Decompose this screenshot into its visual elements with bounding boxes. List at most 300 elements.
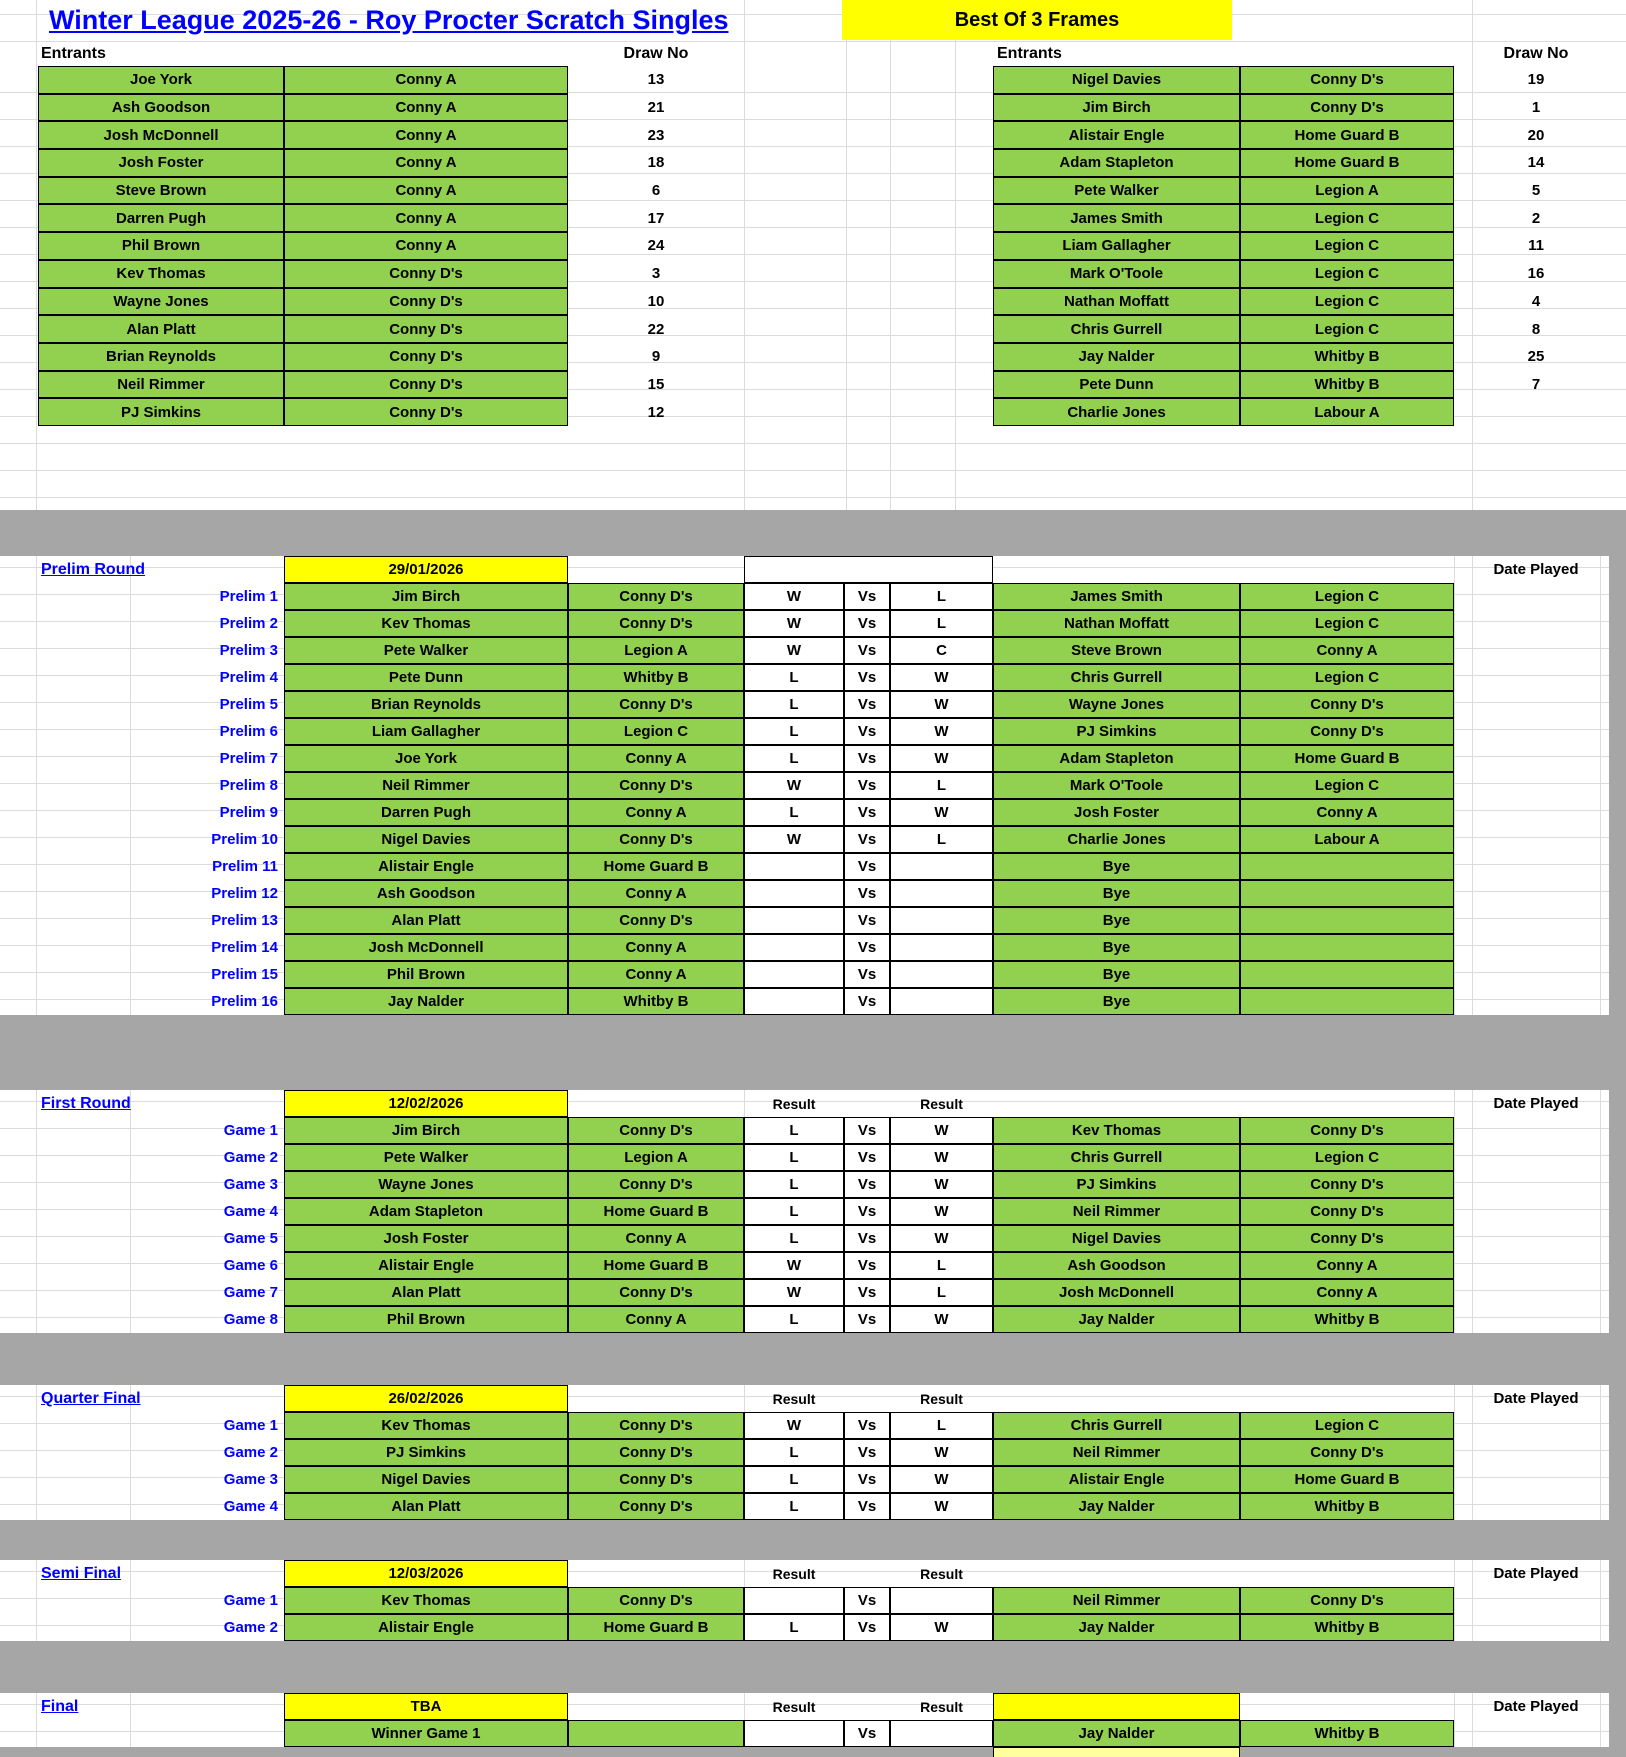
- vs-cell[interactable]: Vs: [844, 1306, 890, 1333]
- player1-name-cell[interactable]: Nigel Davies: [284, 1466, 568, 1493]
- player2-name-cell[interactable]: Bye: [993, 961, 1240, 988]
- entrant-team-cell[interactable]: Conny D's: [284, 398, 568, 426]
- result1-cell[interactable]: W: [744, 772, 844, 799]
- entrant-team-cell[interactable]: Conny D's: [284, 260, 568, 288]
- player1-name-cell[interactable]: Alistair Engle: [284, 853, 568, 880]
- result1-cell[interactable]: L: [744, 1117, 844, 1144]
- vs-cell[interactable]: Vs: [844, 610, 890, 637]
- entrant-name-cell[interactable]: Alan Platt: [38, 315, 284, 343]
- result2-cell[interactable]: [890, 1587, 993, 1614]
- player1-team-cell[interactable]: Conny A: [568, 1306, 744, 1333]
- player2-name-cell[interactable]: Nigel Davies: [993, 1225, 1240, 1252]
- draw-no-cell[interactable]: 18: [647, 154, 665, 172]
- player2-team-cell[interactable]: Home Guard B: [1240, 745, 1454, 772]
- player2-name-cell[interactable]: James Smith: [993, 583, 1240, 610]
- player1-name-cell[interactable]: Jay Nalder: [284, 988, 568, 1015]
- player1-name-cell[interactable]: Wayne Jones: [284, 1171, 568, 1198]
- player1-name-cell[interactable]: Alistair Engle: [284, 1252, 568, 1279]
- result1-cell[interactable]: W: [744, 637, 844, 664]
- result2-cell[interactable]: W: [890, 1117, 993, 1144]
- section-link[interactable]: Final: [41, 1697, 79, 1715]
- entrant-name-cell[interactable]: Joe York: [38, 66, 284, 94]
- player1-team-cell[interactable]: [568, 1720, 744, 1747]
- player1-team-cell[interactable]: Conny D's: [568, 691, 744, 718]
- vs-cell[interactable]: Vs: [844, 1279, 890, 1306]
- result1-cell[interactable]: [744, 934, 844, 961]
- draw-no-cell[interactable]: 11: [1528, 237, 1544, 255]
- player2-team-cell[interactable]: Conny A: [1240, 637, 1454, 664]
- result1-cell[interactable]: [744, 853, 844, 880]
- player2-team-cell[interactable]: Conny A: [1240, 1279, 1454, 1306]
- draw-no-cell[interactable]: 25: [1527, 348, 1545, 366]
- entrant-team-cell[interactable]: Whitby B: [1240, 371, 1454, 399]
- player2-name-cell[interactable]: Mark O'Toole: [993, 772, 1240, 799]
- player2-name-cell[interactable]: Charlie Jones: [993, 826, 1240, 853]
- result1-cell[interactable]: L: [744, 1198, 844, 1225]
- player1-team-cell[interactable]: Conny D's: [568, 1493, 744, 1520]
- entrant-name-cell[interactable]: Mark O'Toole: [993, 260, 1240, 288]
- entrant-team-cell[interactable]: Whitby B: [1240, 343, 1454, 371]
- player1-name-cell[interactable]: Kev Thomas: [284, 1412, 568, 1439]
- player2-team-cell[interactable]: Whitby B: [1240, 1306, 1454, 1333]
- vs-cell[interactable]: Vs: [844, 691, 890, 718]
- entrant-name-cell[interactable]: PJ Simkins: [38, 398, 284, 426]
- player1-team-cell[interactable]: Conny A: [568, 961, 744, 988]
- player2-name-cell[interactable]: Steve Brown: [993, 637, 1240, 664]
- entrant-name-cell[interactable]: Alistair Engle: [993, 121, 1240, 149]
- player1-team-cell[interactable]: Home Guard B: [568, 1614, 744, 1641]
- result1-cell[interactable]: L: [744, 718, 844, 745]
- entrant-name-cell[interactable]: Pete Dunn: [993, 371, 1240, 399]
- result1-cell[interactable]: L: [744, 1306, 844, 1333]
- entrant-name-cell[interactable]: Kev Thomas: [38, 260, 284, 288]
- player1-team-cell[interactable]: Conny A: [568, 1225, 744, 1252]
- result1-cell[interactable]: W: [744, 1412, 844, 1439]
- player1-name-cell[interactable]: Winner Game 1: [284, 1720, 568, 1747]
- entrant-team-cell[interactable]: Legion C: [1240, 315, 1454, 343]
- player2-name-cell[interactable]: Neil Rimmer: [993, 1439, 1240, 1466]
- entrant-team-cell[interactable]: Legion C: [1240, 288, 1454, 316]
- player1-name-cell[interactable]: Phil Brown: [284, 1306, 568, 1333]
- entrant-team-cell[interactable]: Conny D's: [284, 288, 568, 316]
- player2-team-cell[interactable]: Legion C: [1240, 1144, 1454, 1171]
- vs-cell[interactable]: Vs: [844, 745, 890, 772]
- result2-cell[interactable]: [890, 961, 993, 988]
- player1-team-cell[interactable]: Legion C: [568, 718, 744, 745]
- vs-cell[interactable]: Vs: [844, 1466, 890, 1493]
- player1-name-cell[interactable]: Darren Pugh: [284, 799, 568, 826]
- player2-name-cell[interactable]: Jay Nalder: [993, 1614, 1240, 1641]
- player2-team-cell[interactable]: Labour A: [1240, 826, 1454, 853]
- draw-no-cell[interactable]: 14: [1527, 154, 1545, 172]
- entrant-name-cell[interactable]: Phil Brown: [38, 232, 284, 260]
- result1-cell[interactable]: W: [744, 826, 844, 853]
- result2-cell[interactable]: [890, 1720, 993, 1747]
- entrant-team-cell[interactable]: Conny A: [284, 232, 568, 260]
- player2-name-cell[interactable]: Bye: [993, 907, 1240, 934]
- player1-team-cell[interactable]: Conny A: [568, 934, 744, 961]
- player1-team-cell[interactable]: Conny A: [568, 745, 744, 772]
- player2-team-cell[interactable]: Conny D's: [1240, 1225, 1454, 1252]
- vs-cell[interactable]: Vs: [844, 1720, 890, 1747]
- section-date-cell[interactable]: 29/01/2026: [284, 556, 568, 583]
- draw-no-cell[interactable]: 15: [647, 375, 665, 393]
- result1-cell[interactable]: [744, 1587, 844, 1614]
- entrant-name-cell[interactable]: Charlie Jones: [993, 398, 1240, 426]
- draw-no-cell[interactable]: 2: [1531, 209, 1541, 227]
- entrant-name-cell[interactable]: Chris Gurrell: [993, 315, 1240, 343]
- player1-team-cell[interactable]: Home Guard B: [568, 1198, 744, 1225]
- player2-team-cell[interactable]: [1240, 961, 1454, 988]
- player1-name-cell[interactable]: Adam Stapleton: [284, 1198, 568, 1225]
- player2-team-cell[interactable]: Home Guard B: [1240, 1466, 1454, 1493]
- player2-team-cell[interactable]: Whitby B: [1240, 1614, 1454, 1641]
- entrant-name-cell[interactable]: Brian Reynolds: [38, 343, 284, 371]
- player2-name-cell[interactable]: Jay Nalder: [993, 1306, 1240, 1333]
- vs-cell[interactable]: Vs: [844, 1171, 890, 1198]
- section-date-cell[interactable]: 12/03/2026: [284, 1560, 568, 1587]
- result2-cell[interactable]: L: [890, 826, 993, 853]
- vs-cell[interactable]: Vs: [844, 1439, 890, 1466]
- draw-no-cell[interactable]: 24: [647, 237, 665, 255]
- result2-cell[interactable]: L: [890, 1412, 993, 1439]
- result1-cell[interactable]: L: [744, 1439, 844, 1466]
- vs-cell[interactable]: Vs: [844, 664, 890, 691]
- player1-team-cell[interactable]: Legion A: [568, 1144, 744, 1171]
- entrant-team-cell[interactable]: Conny A: [284, 204, 568, 232]
- player1-name-cell[interactable]: Alan Platt: [284, 1279, 568, 1306]
- result2-cell[interactable]: W: [890, 1306, 993, 1333]
- player1-name-cell[interactable]: Alistair Engle: [284, 1614, 568, 1641]
- result2-cell[interactable]: W: [890, 1144, 993, 1171]
- player2-name-cell[interactable]: Ash Goodson: [993, 1252, 1240, 1279]
- player1-team-cell[interactable]: Conny D's: [568, 772, 744, 799]
- draw-no-cell[interactable]: 23: [647, 126, 665, 144]
- draw-no-cell[interactable]: [1472, 398, 1600, 426]
- section-date-cell[interactable]: TBA: [284, 1693, 568, 1720]
- vs-cell[interactable]: Vs: [844, 1252, 890, 1279]
- result2-cell[interactable]: W: [890, 1198, 993, 1225]
- player1-name-cell[interactable]: Alan Platt: [284, 1493, 568, 1520]
- player1-team-cell[interactable]: Conny D's: [568, 826, 744, 853]
- player2-team-cell[interactable]: [1240, 988, 1454, 1015]
- draw-no-cell[interactable]: 13: [647, 71, 665, 89]
- player2-name-cell[interactable]: Chris Gurrell: [993, 1412, 1240, 1439]
- entrant-team-cell[interactable]: Conny A: [284, 94, 568, 122]
- vs-cell[interactable]: Vs: [844, 1144, 890, 1171]
- result1-cell[interactable]: [744, 880, 844, 907]
- draw-no-cell[interactable]: 10: [647, 292, 665, 310]
- player1-name-cell[interactable]: Jim Birch: [284, 583, 568, 610]
- entrant-name-cell[interactable]: Darren Pugh: [38, 204, 284, 232]
- result1-cell[interactable]: W: [744, 583, 844, 610]
- player2-name-cell[interactable]: Kev Thomas: [993, 1117, 1240, 1144]
- player1-team-cell[interactable]: Conny D's: [568, 610, 744, 637]
- entrant-name-cell[interactable]: Neil Rimmer: [38, 371, 284, 399]
- result1-cell[interactable]: [744, 1720, 844, 1747]
- player2-team-cell[interactable]: Conny A: [1240, 799, 1454, 826]
- player1-team-cell[interactable]: Conny D's: [568, 1466, 744, 1493]
- result2-cell[interactable]: [890, 907, 993, 934]
- section-link[interactable]: Quarter Final: [41, 1389, 141, 1407]
- entrant-name-cell[interactable]: Wayne Jones: [38, 288, 284, 316]
- result1-cell[interactable]: [744, 961, 844, 988]
- vs-cell[interactable]: Vs: [844, 718, 890, 745]
- section-link[interactable]: First Round: [41, 1094, 131, 1112]
- player2-team-cell[interactable]: [1240, 880, 1454, 907]
- player2-team-cell[interactable]: Conny A: [1240, 1252, 1454, 1279]
- entrant-name-cell[interactable]: Josh McDonnell: [38, 121, 284, 149]
- draw-no-cell[interactable]: 5: [1531, 182, 1541, 200]
- player2-name-cell[interactable]: Chris Gurrell: [993, 1144, 1240, 1171]
- player1-team-cell[interactable]: Conny D's: [568, 1439, 744, 1466]
- vs-cell[interactable]: Vs: [844, 1614, 890, 1641]
- entrant-team-cell[interactable]: Legion C: [1240, 260, 1454, 288]
- result1-cell[interactable]: L: [744, 1614, 844, 1641]
- result2-cell[interactable]: [890, 880, 993, 907]
- vs-cell[interactable]: Vs: [844, 961, 890, 988]
- player2-team-cell[interactable]: [1240, 853, 1454, 880]
- player2-team-cell[interactable]: Whitby B: [1240, 1493, 1454, 1520]
- player1-team-cell[interactable]: Conny D's: [568, 907, 744, 934]
- result1-cell[interactable]: L: [744, 745, 844, 772]
- player1-name-cell[interactable]: Pete Dunn: [284, 664, 568, 691]
- entrant-team-cell[interactable]: Conny D's: [284, 343, 568, 371]
- player2-name-cell[interactable]: PJ Simkins: [993, 718, 1240, 745]
- player1-name-cell[interactable]: Alan Platt: [284, 907, 568, 934]
- result2-cell[interactable]: W: [890, 1493, 993, 1520]
- player1-team-cell[interactable]: Home Guard B: [568, 853, 744, 880]
- vs-cell[interactable]: Vs: [844, 1587, 890, 1614]
- vs-cell[interactable]: Vs: [844, 934, 890, 961]
- player2-name-cell[interactable]: Josh McDonnell: [993, 1279, 1240, 1306]
- player1-team-cell[interactable]: Home Guard B: [568, 1252, 744, 1279]
- vs-cell[interactable]: Vs: [844, 880, 890, 907]
- player2-name-cell[interactable]: Bye: [993, 853, 1240, 880]
- player2-name-cell[interactable]: Alistair Engle: [993, 1466, 1240, 1493]
- entrant-name-cell[interactable]: Nigel Davies: [993, 66, 1240, 94]
- entrant-name-cell[interactable]: Liam Gallagher: [993, 232, 1240, 260]
- vs-cell[interactable]: Vs: [844, 826, 890, 853]
- vs-cell[interactable]: Vs: [844, 772, 890, 799]
- section-link[interactable]: Prelim Round: [41, 560, 146, 578]
- result2-cell[interactable]: W: [890, 691, 993, 718]
- entrant-name-cell[interactable]: Steve Brown: [38, 177, 284, 205]
- player1-name-cell[interactable]: Kev Thomas: [284, 1587, 568, 1614]
- entrant-name-cell[interactable]: Jim Birch: [993, 94, 1240, 122]
- player1-name-cell[interactable]: Kev Thomas: [284, 610, 568, 637]
- player2-name-cell[interactable]: Chris Gurrell: [993, 664, 1240, 691]
- draw-no-cell[interactable]: 22: [647, 320, 665, 338]
- vs-cell[interactable]: Vs: [844, 907, 890, 934]
- draw-no-cell[interactable]: 12: [647, 403, 665, 421]
- player2-team-cell[interactable]: Legion C: [1240, 772, 1454, 799]
- result2-cell[interactable]: W: [890, 745, 993, 772]
- entrant-team-cell[interactable]: Conny A: [284, 149, 568, 177]
- result2-cell[interactable]: W: [890, 1171, 993, 1198]
- result2-cell[interactable]: C: [890, 637, 993, 664]
- draw-no-cell[interactable]: 16: [1527, 265, 1545, 283]
- player1-name-cell[interactable]: Brian Reynolds: [284, 691, 568, 718]
- entrant-team-cell[interactable]: Conny D's: [1240, 94, 1454, 122]
- vs-cell[interactable]: Vs: [844, 1117, 890, 1144]
- result1-cell[interactable]: L: [744, 1466, 844, 1493]
- result1-cell[interactable]: L: [744, 664, 844, 691]
- player1-team-cell[interactable]: Conny D's: [568, 1171, 744, 1198]
- player1-name-cell[interactable]: Pete Walker: [284, 1144, 568, 1171]
- result2-cell[interactable]: [890, 853, 993, 880]
- entrant-team-cell[interactable]: Conny A: [284, 177, 568, 205]
- player2-name-cell[interactable]: Jay Nalder: [993, 1493, 1240, 1520]
- result2-cell[interactable]: L: [890, 610, 993, 637]
- result2-cell[interactable]: [890, 934, 993, 961]
- result1-cell[interactable]: W: [744, 1252, 844, 1279]
- player2-name-cell[interactable]: Jay Nalder: [993, 1720, 1240, 1747]
- result1-cell[interactable]: L: [744, 799, 844, 826]
- vs-cell[interactable]: Vs: [844, 853, 890, 880]
- section-date-cell[interactable]: 12/02/2026: [284, 1090, 568, 1117]
- player2-team-cell[interactable]: [1240, 934, 1454, 961]
- player1-name-cell[interactable]: Josh Foster: [284, 1225, 568, 1252]
- player2-team-cell[interactable]: Conny D's: [1240, 718, 1454, 745]
- draw-no-cell[interactable]: 19: [1527, 71, 1545, 89]
- entrant-team-cell[interactable]: Conny D's: [284, 315, 568, 343]
- draw-no-cell[interactable]: 17: [647, 209, 665, 227]
- result2-cell[interactable]: W: [890, 664, 993, 691]
- player1-team-cell[interactable]: Conny A: [568, 799, 744, 826]
- player2-name-cell[interactable]: Wayne Jones: [993, 691, 1240, 718]
- entrant-team-cell[interactable]: Conny D's: [284, 371, 568, 399]
- entrant-team-cell[interactable]: Home Guard B: [1240, 149, 1454, 177]
- pale-yellow-cell[interactable]: [993, 1747, 1240, 1757]
- player2-team-cell[interactable]: Conny D's: [1240, 1198, 1454, 1225]
- player1-team-cell[interactable]: Conny D's: [568, 1117, 744, 1144]
- vs-cell[interactable]: Vs: [844, 1198, 890, 1225]
- result2-cell[interactable]: W: [890, 1466, 993, 1493]
- player2-team-cell[interactable]: Whitby B: [1240, 1720, 1454, 1747]
- entrant-team-cell[interactable]: Labour A: [1240, 398, 1454, 426]
- player1-name-cell[interactable]: PJ Simkins: [284, 1439, 568, 1466]
- entrant-team-cell[interactable]: Legion A: [1240, 177, 1454, 205]
- result1-cell[interactable]: [744, 988, 844, 1015]
- result1-cell[interactable]: W: [744, 1279, 844, 1306]
- player1-name-cell[interactable]: Jim Birch: [284, 1117, 568, 1144]
- player1-team-cell[interactable]: Conny D's: [568, 583, 744, 610]
- result1-cell[interactable]: L: [744, 1144, 844, 1171]
- player2-name-cell[interactable]: Josh Foster: [993, 799, 1240, 826]
- result1-cell[interactable]: L: [744, 1171, 844, 1198]
- player2-name-cell[interactable]: Bye: [993, 934, 1240, 961]
- entrant-name-cell[interactable]: Adam Stapleton: [993, 149, 1240, 177]
- draw-no-cell[interactable]: 20: [1527, 126, 1545, 144]
- draw-no-cell[interactable]: 8: [1531, 320, 1541, 338]
- vs-cell[interactable]: Vs: [844, 583, 890, 610]
- result2-cell[interactable]: W: [890, 1439, 993, 1466]
- player2-name-cell[interactable]: Neil Rimmer: [993, 1587, 1240, 1614]
- entrant-name-cell[interactable]: Pete Walker: [993, 177, 1240, 205]
- player2-team-cell[interactable]: Legion C: [1240, 664, 1454, 691]
- entrant-name-cell[interactable]: James Smith: [993, 204, 1240, 232]
- vs-cell[interactable]: Vs: [844, 1412, 890, 1439]
- player2-name-cell[interactable]: Bye: [993, 988, 1240, 1015]
- result1-cell[interactable]: L: [744, 1493, 844, 1520]
- player2-team-cell[interactable]: Conny D's: [1240, 1587, 1454, 1614]
- player2-team-cell[interactable]: Legion C: [1240, 610, 1454, 637]
- player1-name-cell[interactable]: Ash Goodson: [284, 880, 568, 907]
- result2-cell[interactable]: L: [890, 772, 993, 799]
- result1-cell[interactable]: W: [744, 610, 844, 637]
- entrant-team-cell[interactable]: Legion C: [1240, 204, 1454, 232]
- player1-team-cell[interactable]: Conny D's: [568, 1412, 744, 1439]
- player2-team-cell[interactable]: [1240, 907, 1454, 934]
- player1-name-cell[interactable]: Pete Walker: [284, 637, 568, 664]
- section-link[interactable]: Semi Final: [41, 1564, 122, 1582]
- vs-cell[interactable]: Vs: [844, 1225, 890, 1252]
- player1-team-cell[interactable]: Conny D's: [568, 1279, 744, 1306]
- entrant-team-cell[interactable]: Conny A: [284, 121, 568, 149]
- entrant-name-cell[interactable]: Josh Foster: [38, 149, 284, 177]
- result2-cell[interactable]: L: [890, 1252, 993, 1279]
- result2-cell[interactable]: W: [890, 1614, 993, 1641]
- player1-team-cell[interactable]: Legion A: [568, 637, 744, 664]
- entrant-team-cell[interactable]: Conny A: [284, 66, 568, 94]
- result1-cell[interactable]: L: [744, 691, 844, 718]
- player1-name-cell[interactable]: Neil Rimmer: [284, 772, 568, 799]
- player1-team-cell[interactable]: Whitby B: [568, 664, 744, 691]
- player2-name-cell[interactable]: Nathan Moffatt: [993, 610, 1240, 637]
- player2-team-cell[interactable]: Conny D's: [1240, 1117, 1454, 1144]
- player2-name-cell[interactable]: PJ Simkins: [993, 1171, 1240, 1198]
- player2-name-cell[interactable]: Adam Stapleton: [993, 745, 1240, 772]
- draw-no-cell[interactable]: 7: [1531, 375, 1541, 393]
- player1-name-cell[interactable]: Phil Brown: [284, 961, 568, 988]
- entrant-team-cell[interactable]: Conny D's: [1240, 66, 1454, 94]
- player2-team-cell[interactable]: Conny D's: [1240, 1439, 1454, 1466]
- result2-cell[interactable]: L: [890, 583, 993, 610]
- player2-team-cell[interactable]: Conny D's: [1240, 691, 1454, 718]
- player2-team-cell[interactable]: Conny D's: [1240, 1171, 1454, 1198]
- draw-no-cell[interactable]: 3: [651, 265, 661, 283]
- player2-team-cell[interactable]: Legion C: [1240, 583, 1454, 610]
- result2-cell[interactable]: W: [890, 799, 993, 826]
- result2-cell[interactable]: W: [890, 718, 993, 745]
- result1-cell[interactable]: L: [744, 1225, 844, 1252]
- section-date-cell[interactable]: 26/02/2026: [284, 1385, 568, 1412]
- draw-no-cell[interactable]: 6: [651, 182, 661, 200]
- entrant-name-cell[interactable]: Ash Goodson: [38, 94, 284, 122]
- entrant-team-cell[interactable]: Legion C: [1240, 232, 1454, 260]
- result2-cell[interactable]: [890, 988, 993, 1015]
- player2-team-cell[interactable]: Legion C: [1240, 1412, 1454, 1439]
- vs-cell[interactable]: Vs: [844, 1493, 890, 1520]
- player1-team-cell[interactable]: Conny A: [568, 880, 744, 907]
- player2-name-cell[interactable]: Neil Rimmer: [993, 1198, 1240, 1225]
- vs-cell[interactable]: Vs: [844, 988, 890, 1015]
- entrant-team-cell[interactable]: Home Guard B: [1240, 121, 1454, 149]
- player1-name-cell[interactable]: Nigel Davies: [284, 826, 568, 853]
- draw-no-cell[interactable]: 9: [651, 348, 661, 366]
- draw-no-cell[interactable]: 21: [647, 99, 665, 117]
- player1-name-cell[interactable]: Liam Gallagher: [284, 718, 568, 745]
- player1-team-cell[interactable]: Whitby B: [568, 988, 744, 1015]
- result2-cell[interactable]: L: [890, 1279, 993, 1306]
- entrant-name-cell[interactable]: Jay Nalder: [993, 343, 1240, 371]
- player1-name-cell[interactable]: Josh McDonnell: [284, 934, 568, 961]
- result1-cell[interactable]: [744, 907, 844, 934]
- final-winner-slot-yellow-cell[interactable]: [993, 1693, 1240, 1720]
- draw-no-cell[interactable]: 4: [1531, 292, 1541, 310]
- player2-name-cell[interactable]: Bye: [993, 880, 1240, 907]
